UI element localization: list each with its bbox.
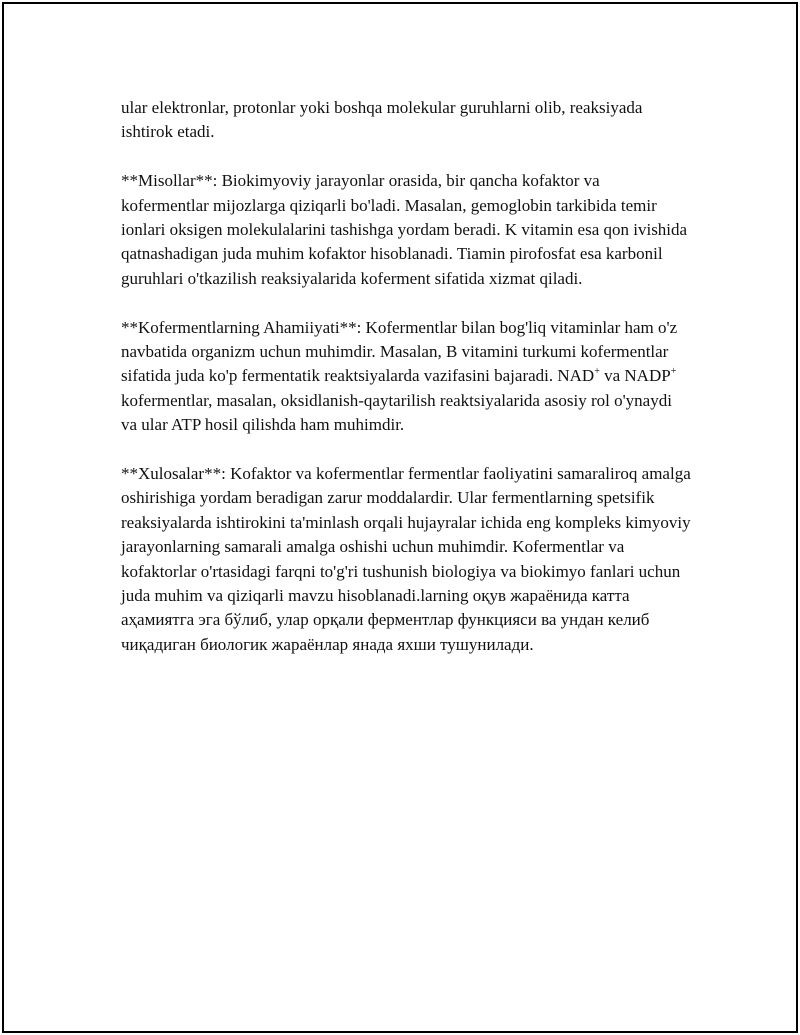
paragraph-text: kofermentlar, masalan, oksidlanish-qaytarilish reaktsiyalarida asosiy rol o'ynaydi va ular ATP hosil qilishda ham muhimdir. — [121, 390, 672, 435]
paragraph-xulosalar — [121, 462, 691, 657]
paragraph-text: ular elektronlar, protonlar yoki boshqa molekular guruhlarni olib, reaksiyada ishtirok etadi. — [121, 98, 643, 142]
paragraph-misollar — [121, 169, 691, 291]
paragraph-intro-continuation — [121, 96, 691, 145]
document-text — [121, 96, 691, 657]
paragraph-text: va NADP — [599, 366, 671, 386]
page-frame — [2, 2, 798, 1033]
superscript-plus: + — [670, 365, 677, 377]
superscript-plus: + — [594, 365, 600, 377]
paragraph-text: **Xulosalar**: Kofaktor va kofermentlar fermentlar faoliyatini samaraliroq amalga oshirishiga yordam beradigan zarur moddalardir. Ular fermentlarning spetsifik reaksiyalarda ishtirokini ta'minlash orqali hujayralar ichida eng kompleks kimyoviy jarayonlarning samarali amalga oshishi uchun muhimdir. Kofermentlar va kofaktorlar o'rtasidagi farqni to'g'ri tushunish biologiya va biokimyo fanlari uchun juda muhim va qiziqarli mavzu hisoblanadi.larning оқув жараёнида катта аҳамиятга эга бўлиб, улар орқали ферментлар функцияси ва ундан келиб чиқадиган биологик жараёнлар янада яхши тушунилади. — [121, 464, 691, 654]
paragraph-text: **Misollar**: Biokimyoviy jarayonlar orasida, bir qancha kofaktor va kofermentlar mijozlarga qiziqarli bo'ladi. Masalan, gemoglobin tarkibida temir ionlari oksigen molekulalarini tashishga yordam beradi. K vitamin esa qon ivishida qatnashadigan juda muhim kofaktor hisoblanadi. Tiamin pirofosfat esa karbonil guruhlari o'tkazilish reaksiyalarida koferment sifatida xizmat qiladi. — [121, 171, 688, 288]
paragraph-kofermentlarning-ahamiyati — [121, 316, 691, 438]
paragraph-text: **Kofermentlarning Ahamiiyati**: Kofermentlar bilan bog'liq vitaminlar ham o'z navbatida organizm uchun muhimdir. Masalan, B vitamini turkumi kofermentlar sifatida juda ko'p fermentatik reaktsiyalarda vazifasini bajaradi. NAD — [121, 317, 678, 386]
